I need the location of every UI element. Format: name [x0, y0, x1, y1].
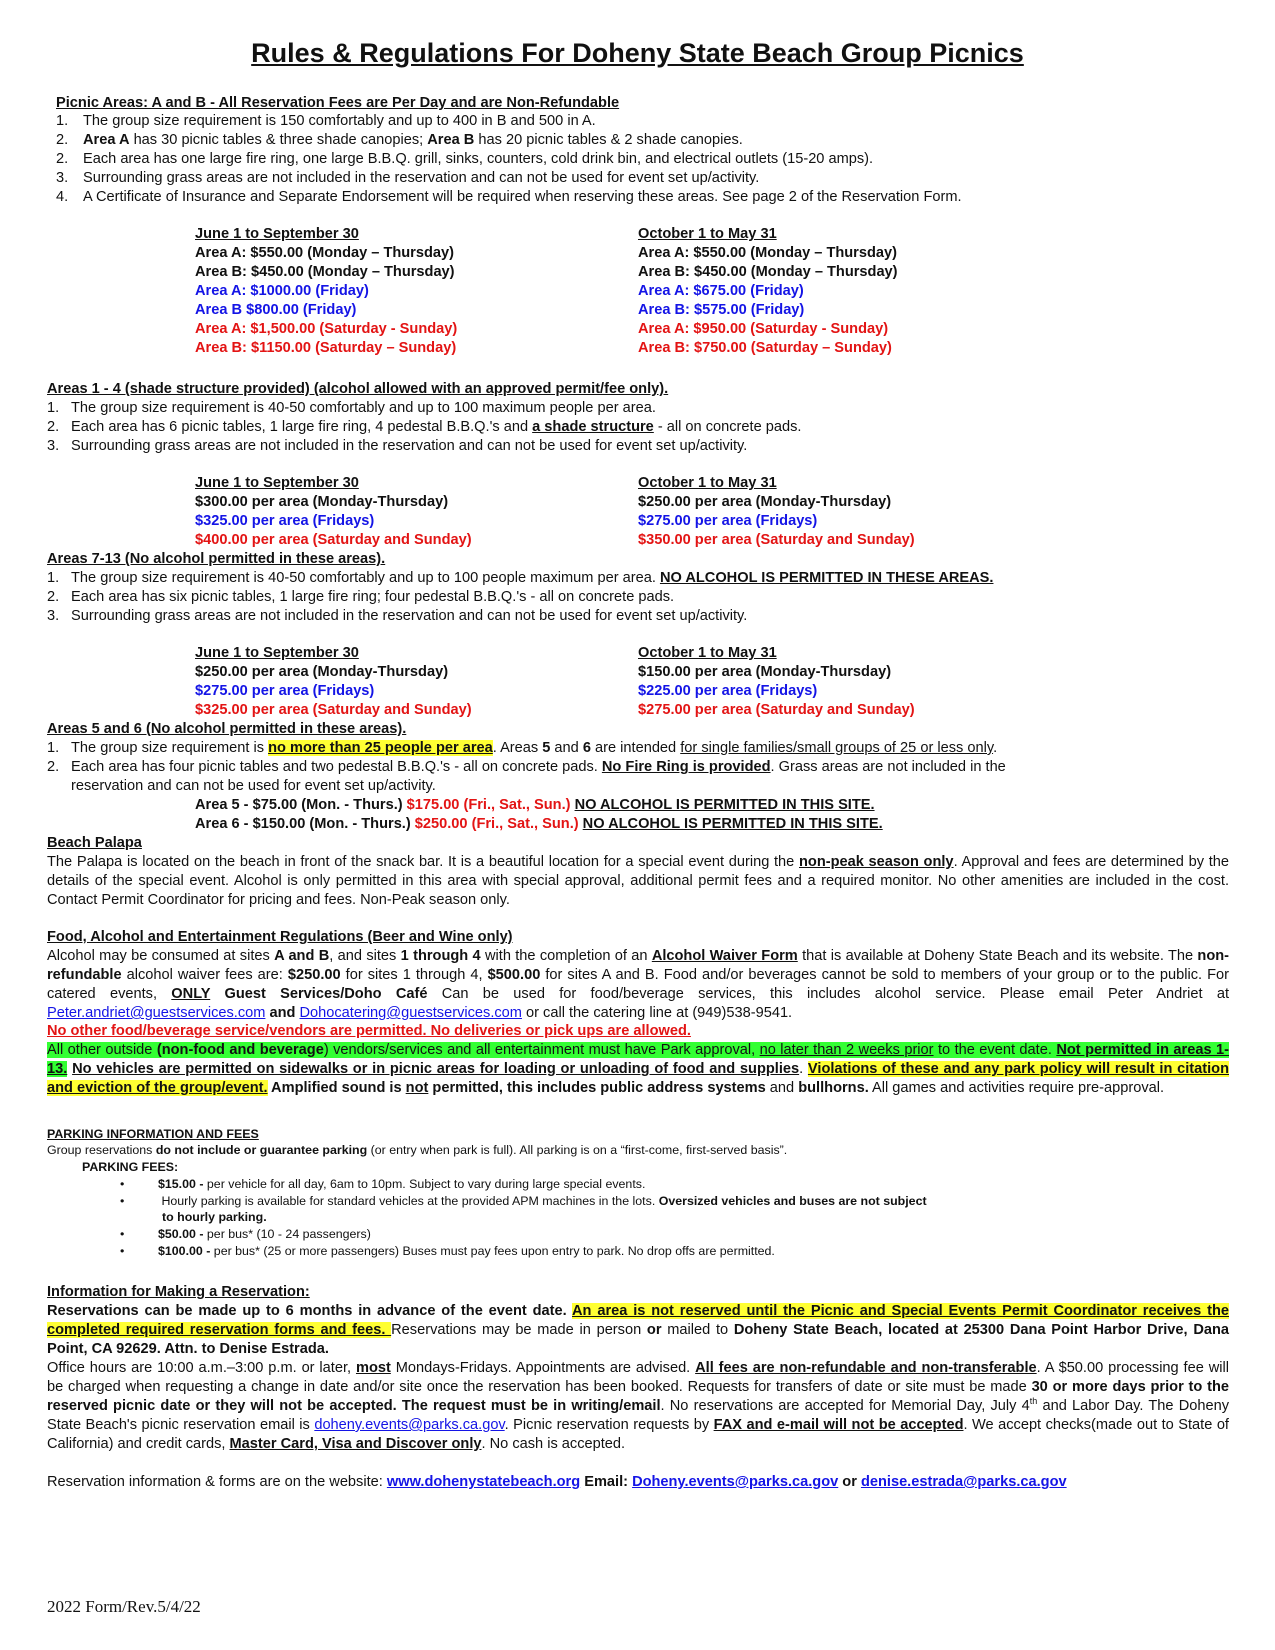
list-item: 1. The group size requirement is 40-50 comfortably and up to 100 maximum people per area.: [47, 400, 656, 416]
rate-row-area-6: Area 6 - $150.00 (Mon. - Thurs.) $250.00 (Fri., Sat., Sun.) NO ALCOHOL IS PERMITTED IN THIS SITE.: [195, 816, 883, 832]
list-item: 4. A Certificate of Insurance and Separate Endorsement will be required when reserving these areas. See page 2 of the Reservation Form.: [56, 189, 962, 205]
season-heading-summer: June 1 to September 30: [195, 226, 359, 242]
rate-row: Area A: $1,500.00 (Saturday - Sunday): [195, 321, 458, 337]
rate-row: Area B: $750.00 (Saturday – Sunday): [638, 340, 892, 356]
rate-row: $325.00 per area (Fridays): [195, 513, 375, 529]
email-link-dohocatering[interactable]: Dohocatering@guestservices.com: [299, 1005, 522, 1021]
website-link[interactable]: www.dohenystatebeach.org: [386, 1474, 581, 1490]
rate-row: Area A: $675.00 (Friday): [638, 283, 804, 299]
rate-row: Area B $800.00 (Friday): [195, 302, 357, 318]
season-heading-winter: October 1 to May 31: [638, 475, 777, 491]
rate-row: Area B: $1150.00 (Saturday – Sunday): [195, 340, 457, 356]
section-heading-food-alcohol: Food, Alcohol and Entertainment Regulations (Beer and Wine only): [47, 929, 513, 945]
rate-row: Area A: $950.00 (Saturday - Sunday): [638, 321, 889, 337]
section-heading-areas-5-6: Areas 5 and 6 (No alcohol permitted in these areas).: [47, 721, 407, 737]
rate-row: $225.00 per area (Fridays): [638, 683, 818, 699]
list-item: • Hourly parking is available for standard vehicles at the provided APM machines in the lots. Oversized vehicles and buses are not subject: [120, 1194, 927, 1208]
food-paragraph: Alcohol may be consumed at sites A and B, and sites 1 through 4 with the completion of an Alcohol Waiver Form that is available at Doheny State Beach and its website. The non-refundable alcohol waiver fees are: $250.00 for sites 1 through 4, $500.00 for sites A and B. Food and/or beverages cannot be sold to members of your group or to the public. For catered events, ONLY Guest Services/Doho Café Can be used for food/beverage services, this includes alcohol service. Please email Peter Andriet at Peter.andriet@guestservices.com and Dohocatering@guestservices.com or call the catering line at (949)538-9541.: [47, 948, 1230, 1021]
list-item: 3. Surrounding grass areas are not included in the reservation and can not be used for event set up/activity.: [47, 438, 748, 454]
reservation-paragraph: Reservations can be made up to 6 months in advance of the event date. An area is not reserved until the Picnic and Special Events Permit Coordinator receives the completed required reservation forms and fees. Reservations may be made in person or mailed to Doheny State Beach, located at 25300 Dana Point Harbor Drive, Dana Point, CA 92629. Attn. to Denise Estrada.: [47, 1303, 1230, 1357]
season-heading-summer: June 1 to September 30: [195, 475, 359, 491]
parking-intro: Group reservations do not include or guarantee parking (or entry when park is full). All parking is on a “first-come, first-served basis”.: [47, 1143, 788, 1157]
section-heading-areas-1-4: Areas 1 - 4 (shade structure provided) (alcohol allowed with an approved permit/fee only).: [47, 381, 669, 397]
office-hours-paragraph: Office hours are 10:00 a.m.–3:00 p.m. or later, most Mondays-Fridays. Appointments are advised. All fees are non-refundable and non-transferable. A $50.00 processing fee will be charged when requesting a change in date and/or site once the reservation has been booked. Requests for transfers of date or site must be made 30 or more days prior to the reserved picnic date or they will not be accepted. The request must be in writing/email. No reservations are accepted for Memorial Day, July 4th and Labor Day. The Doheny State Beach's picnic reservation email is doheny.events@parks.ca.gov. Picnic reservation requests by FAX and e-mail will not be accepted. We accept checks(made out to State of California) and credit cards, Master Card, Visa and Discover only. No cash is accepted.: [47, 1360, 1229, 1452]
rate-row-area-5: Area 5 - $75.00 (Mon. - Thurs.) $175.00 (Fri., Sat., Sun.) NO ALCOHOL IS PERMITTED IN THIS SITE.: [195, 797, 875, 813]
list-item: 2. Area A has 30 picnic tables & three shade canopies; Area B has 20 picnic tables & 2 shade canopies.: [56, 132, 743, 148]
no-vendors-warning: No other food/beverage service/vendors are permitted. No deliveries or pick ups are allowed.: [47, 1023, 691, 1039]
email-link-doheny-events-2[interactable]: Doheny.events@parks.ca.gov: [632, 1474, 839, 1490]
list-item: 1. The group size requirement is no more than 25 people per area. Areas 5 and 6 are intended for single families/small groups of 25 or less only.: [47, 740, 998, 756]
email-link-peter[interactable]: Peter.andriet@guestservices.com: [47, 1005, 266, 1021]
email-link-doheny-events[interactable]: doheny.events@parks.ca.gov: [314, 1417, 505, 1433]
list-item: 3. Surrounding grass areas are not included in the reservation and can not be used for event set up/activity.: [47, 608, 748, 624]
rate-row: $275.00 per area (Fridays): [195, 683, 375, 699]
list-item: 3. Surrounding grass areas are not included in the reservation and can not be used for event set up/activity.: [56, 170, 760, 186]
section-heading-reservation: Information for Making a Reservation:: [47, 1284, 310, 1300]
list-item: 2. Each area has four picnic tables and two pedestal B.B.Q.'s - all on concrete pads. No Fire Ring is provided. Grass areas are not included in the: [47, 759, 1006, 775]
vendor-rules-paragraph: All other outside (non-food and beverage) vendors/services and all entertainment must have Park approval, no later than 2 weeks prior to the event date. Not permitted in areas 1-13. No vehicles are permitted on sidewalks or in picnic areas for loading or unloading of food and supplies. Violations of these and any park policy will result in citation and eviction of the group/event. Amplified sound is not permitted, this includes public address systems and bullhorns. All games and activities require pre-approval.: [47, 1042, 1229, 1096]
list-item: 1. The group size requirement is 150 comfortably and up to 400 in B and 500 in A.: [56, 113, 596, 129]
list-item-continued: reservation and can not be used for event set up/activity.: [71, 778, 436, 794]
list-item: 1. The group size requirement is 40-50 comfortably and up to 100 people maximum per area. NO ALCOHOL IS PERMITTED IN THESE AREAS.: [47, 570, 994, 586]
rate-row: $350.00 per area (Saturday and Sunday): [638, 532, 915, 548]
rate-row: Area A: $550.00 (Monday – Thursday): [638, 245, 897, 261]
rate-row: $300.00 per area (Monday-Thursday): [195, 494, 449, 510]
list-item: 2. Each area has six picnic tables, 1 large fire ring; four pedestal B.B.Q.'s - all on concrete pads.: [47, 589, 675, 605]
rate-row: $250.00 per area (Monday-Thursday): [195, 664, 449, 680]
rate-row: $275.00 per area (Saturday and Sunday): [638, 702, 915, 718]
section-heading-beach-palapa: Beach Palapa: [47, 835, 142, 851]
rate-row: $400.00 per area (Saturday and Sunday): [195, 532, 472, 548]
rate-row: Area B: $450.00 (Monday – Thursday): [638, 264, 898, 280]
website-line: Reservation information & forms are on the website: www.dohenystatebeach.org Email: Doheny.events@parks.ca.gov or denise.estrada@parks.ca.gov: [47, 1474, 1067, 1490]
rate-row: Area A: $1000.00 (Friday): [195, 283, 369, 299]
rate-row: Area B: $450.00 (Monday – Thursday): [195, 264, 455, 280]
rate-row: $250.00 per area (Monday-Thursday): [638, 494, 892, 510]
season-heading-summer: June 1 to September 30: [195, 645, 359, 661]
palapa-paragraph: The Palapa is located on the beach in front of the snack bar. It is a beautiful location for a special event during the non-peak season only. Approval and fees are determined by the details of the special event. Alcohol is only permitted in this area with special approval, additional permit fees and a required monitor. No other amenities are included in the cost. Contact Permit Coordinator for pricing and fees. Non-Peak season only.: [47, 854, 1230, 908]
season-heading-winter: October 1 to May 31: [638, 226, 777, 242]
list-item: • $100.00 - per bus* (25 or more passengers) Buses must pay fees upon entry to park. No drop offs are permitted.: [120, 1244, 775, 1258]
email-link-denise[interactable]: denise.estrada@parks.ca.gov: [860, 1474, 1067, 1490]
rate-row: $325.00 per area (Saturday and Sunday): [195, 702, 472, 718]
section-heading-areas-7-13: Areas 7-13 (No alcohol permitted in these areas).: [47, 551, 386, 567]
list-item: 2. Each area has 6 picnic tables, 1 large fire ring, 4 pedestal B.B.Q.'s and a shade structure - all on concrete pads.: [47, 419, 802, 435]
section-heading-areas-a-b: Picnic Areas: A and B - All Reservation Fees are Per Day and are Non-Refundable: [56, 95, 620, 111]
section-heading-parking: PARKING INFORMATION AND FEES: [47, 1127, 259, 1141]
list-item: 2. Each area has one large fire ring, one large B.B.Q. grill, sinks, counters, cold drink bin, and electrical outlets (15-20 amps).: [56, 151, 874, 167]
list-item: • $50.00 - per bus* (10 - 24 passengers): [120, 1227, 371, 1241]
season-heading-winter: October 1 to May 31: [638, 645, 777, 661]
rate-row: $150.00 per area (Monday-Thursday): [638, 664, 892, 680]
form-revision-footer: 2022 Form/Rev.5/4/22: [47, 1597, 201, 1616]
list-item: • $15.00 - per vehicle for all day, 6am to 10pm. Subject to vary during large special events.: [120, 1177, 646, 1191]
page-title: Rules & Regulations For Doheny State Beach Group Picnics: [251, 38, 1024, 68]
parking-fees-heading: PARKING FEES:: [82, 1160, 179, 1174]
rate-row: Area A: $550.00 (Monday – Thursday): [195, 245, 454, 261]
list-item-continued: to hourly parking.: [162, 1210, 267, 1224]
rate-row: Area B: $575.00 (Friday): [638, 302, 805, 318]
rate-row: $275.00 per area (Fridays): [638, 513, 818, 529]
